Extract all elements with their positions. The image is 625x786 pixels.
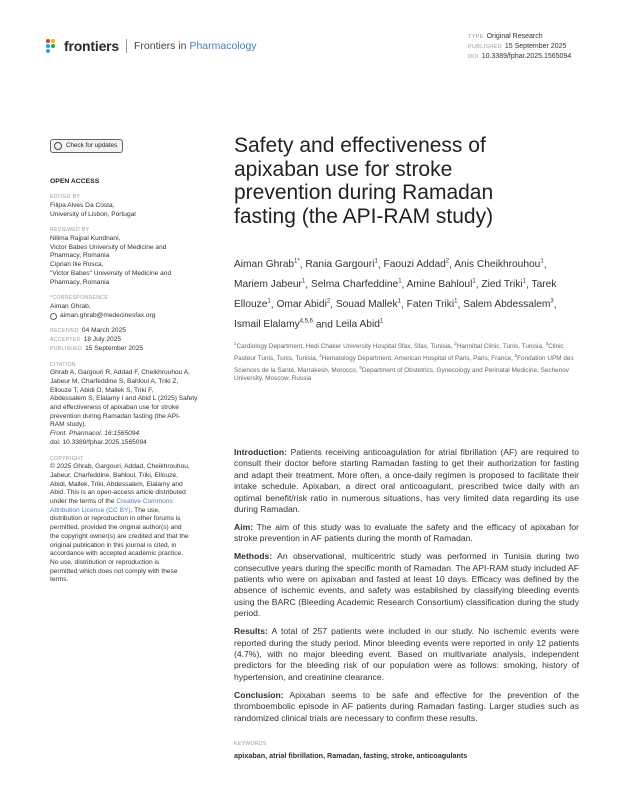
open-access-label: OPEN ACCESS [50, 177, 100, 185]
author-name[interactable]: Faten Triki$^1$ [406, 298, 458, 311]
reviewed-by: Nilima Rajpal Kundnani, Victor Babes University of Medicine and Pharmacy, Romania Ciprian Ilie Rosca, "Victor Babes" University of Medicine and Pharmacy, Romania [50, 235, 172, 286]
correspondence-email[interactable]: aiman.ghrab@medecinesfax.org [60, 311, 156, 319]
article-meta: TYPE Original Research PUBLISHED 15 September 2025 DOI 10.3389/fphar.2025.1565094 [468, 33, 572, 60]
copyright: © 2025 Ghrab, Gargouri, Addad, Cheikhrouhou, Jabeur, Charfeddine, Bahloul, Triki, Ellouze, Abidi, Mallek, Triki, Abdessalem, Elalamy and Abid. This is an open-access article distributed under the terms of the Creative Commons Attribution License (CC BY). The use, distribution or reproduction in other forums is permitted, provided the original author(s) and the copyright owner(s) are credited and that the original publication in this journal is cited, in accordance with accepted academic practice. No use, distribution or reproduction is permitted which does not comply with these terms. [50, 463, 190, 584]
journal-logo[interactable] [46, 38, 257, 54]
keywords: apixaban, atrial fibrillation, Ramadan, fasting, stroke, anticoagulants [234, 751, 468, 760]
abstract-results: Results: A total of 257 patients were included in our study. No ischemic events were reported during the study period. Minor bleeding events were reported in only 12 patients (4.7%), with no major bleeding event. Based on multivariate analysis, independent predictors for the bleeding risk of our population were as follows: smoking, history of hypertension, and creatinine clearance. [234, 626, 580, 682]
author-name[interactable]: Tarek Ellouze$^1$ [234, 279, 557, 311]
page-header [46, 33, 586, 66]
journal-name[interactable]: Frontiers in Pharmacology [134, 40, 257, 52]
published-date: 15 September 2025 [504, 43, 567, 50]
article-dates: RECEIVED 04 March 2025 ACCEPTED 18 July 2025 PUBLISHED 15 September 2025 [50, 327, 144, 352]
citation-label: CITATION [50, 361, 76, 368]
author-name[interactable]: Aiman Ghrab$^{1*}$ [234, 259, 300, 271]
published-date-sidebar: 15 September 2025 [85, 344, 144, 352]
cc-license-link-2[interactable]: Attribution License (CC BY) [50, 506, 131, 514]
author-name[interactable]: Rania Gargouri$^1$ [305, 259, 378, 271]
author-name[interactable]: Ismail Elalamy$^{4,5,6}$ [234, 318, 314, 331]
abstract-methods: Methods: An observational, multicentric study was performed in Tunisia during two consecutive years during the specific month of Ramadan. The API-RAM study included AF patients who were on apixaban and fasted at least 10 days. Efficacy was defined by the absence of ischemic events, and safety was established by classifying bleeding events using the BARC (Bleeding Academic Research Consortium) classification during the study period. [234, 551, 579, 619]
copyright-label: COPYRIGHT [50, 455, 84, 462]
author-name[interactable]: Salem Abdessalem$^3$ [463, 298, 554, 311]
citation: Ghrab A, Gargouri R, Addad F, Cheikhrouhou A, Jabeur M, Charfeddine S, Bahloul A, Triki Z, Ellouze T, Abidi O, Mallek S, Triki F, Abdessalem S, Elalamy I and Abid L (2025) Safety and effectiveness of apixaban use for stroke prevention during Ramadan fasting (the API- RAM study). Front. Pharmacol. 16:1565094. doi: 10.3389/fphar.2025.1565094 [50, 369, 198, 446]
author-name[interactable]: Faouzi Addad$^2$ [383, 259, 450, 271]
article-title: Safety and effectiveness of apixaban use for stroke prevention during Ramadan fasting (the API-RAM study) [234, 134, 494, 228]
abstract [234, 447, 579, 730]
author-list: Aiman Ghrab$^{1*}$, Rania Gargouri$^1$, Faouzi Addad$^2$, Anis Cheikhrouhou$^1$, Mariem Jabeur$^1$, Selma Charfeddine$^1$, Amine Bahloul$^1$, Zied Triki$^1$, Tarek Ellouze$^1$, Omar Abidi$^2$, Souad Mallek$^1$, Faten Triki$^1$, Salem Abdessalem$^3$, Ismail Elalamy$^{4,5,6}$ and Leila Abid$^1$ [234, 259, 557, 331]
header-divider [126, 39, 127, 53]
check-updates-icon [54, 142, 62, 150]
accepted-date: 18 July 2025 [83, 336, 122, 344]
cc-license-link[interactable]: Creative Commons [116, 498, 173, 506]
author-name[interactable]: Zied Triki$^1$ [481, 278, 527, 291]
correspondence-label: *CORRESPONDENCE [50, 295, 109, 302]
author-name[interactable]: Souad Mallek$^1$ [335, 298, 401, 311]
frontiers-logo-icon [46, 39, 60, 53]
article-type: Original Research [486, 33, 543, 40]
author-name[interactable]: Selma Charfeddine$^1$ [310, 278, 402, 291]
correspondence: Aiman Ghrab, aiman.ghrab@medecinesfax.org [50, 302, 156, 319]
email-icon [50, 313, 57, 320]
doi[interactable]: 10.3389/fphar.2025.1565094 [481, 53, 572, 60]
keywords-label: KEYWORDS [234, 741, 267, 747]
edited-by-label: EDITED BY [50, 194, 81, 201]
author-name[interactable]: Anis Cheikhrouhou$^1$ [454, 259, 544, 271]
author-name[interactable]: Mariem Jabeur$^1$ [234, 278, 306, 291]
author-name[interactable]: Amine Bahloul$^1$ [406, 278, 476, 291]
edited-by: Filipa Alves Da Costa, University of Lisbon, Portugal [50, 201, 136, 218]
check-updates-button[interactable]: Check for updates [50, 139, 123, 153]
abstract-aim: Aim: The aim of this study was to evaluate the safety and the efficacy of apixaban for stroke prevention in AF patients during the month of Ramadan. [234, 521, 579, 544]
author-name[interactable]: Omar Abidi$^2$ [276, 298, 331, 311]
abstract-conclusion: Conclusion: Apixaban seems to be safe and effective for the prevention of the thromboembolic episode in AF patients during Ramadan fasting. Larger studies such as randomized clinical trials are necessary to confirm these results. [234, 689, 579, 723]
author-name[interactable]: Leila Abid$^1$ [335, 318, 384, 331]
received-date: 04 March 2025 [81, 327, 126, 335]
logo-text: frontiers [64, 38, 119, 54]
sidebar [50, 139, 215, 585]
reviewed-by-label: REVIEWED BY [50, 227, 90, 234]
abstract-introduction: Introduction: Patients receiving anticoagulation for atrial fibrillation (AF) are required to consult their doctor before starting Ramadan fasting to get their authorization for fasting and adapt their treatment. More often, a once-daily regimen is proposed to facilitate their intake schedule. Apixaban, a direct oral anticoagulant, prescribed twice daily with an optimal benefit/risk ratio in numerous situations, has very limited data regarding its use during Ramadan. [234, 447, 580, 515]
affiliations: $^1$Cardiology Department, Hedi Chaker University Hospital Sfax, Sfax, Tunisia, $^2$Hannibal Clinic, Tunis, Tunisia, $^3$Clinic Pasteur Tunis, Tunis, Tunisia, $^4$Hematology Department, American Hospital of Paris, Paris, France, $^5$Fondation UPM des Sciences de la Santé, Marrakesh, Morocco, $^6$Department of Obstetrics, Gynecology and Perinatal Medicine, Sechenov University, Moscow, Russia [234, 341, 574, 383]
